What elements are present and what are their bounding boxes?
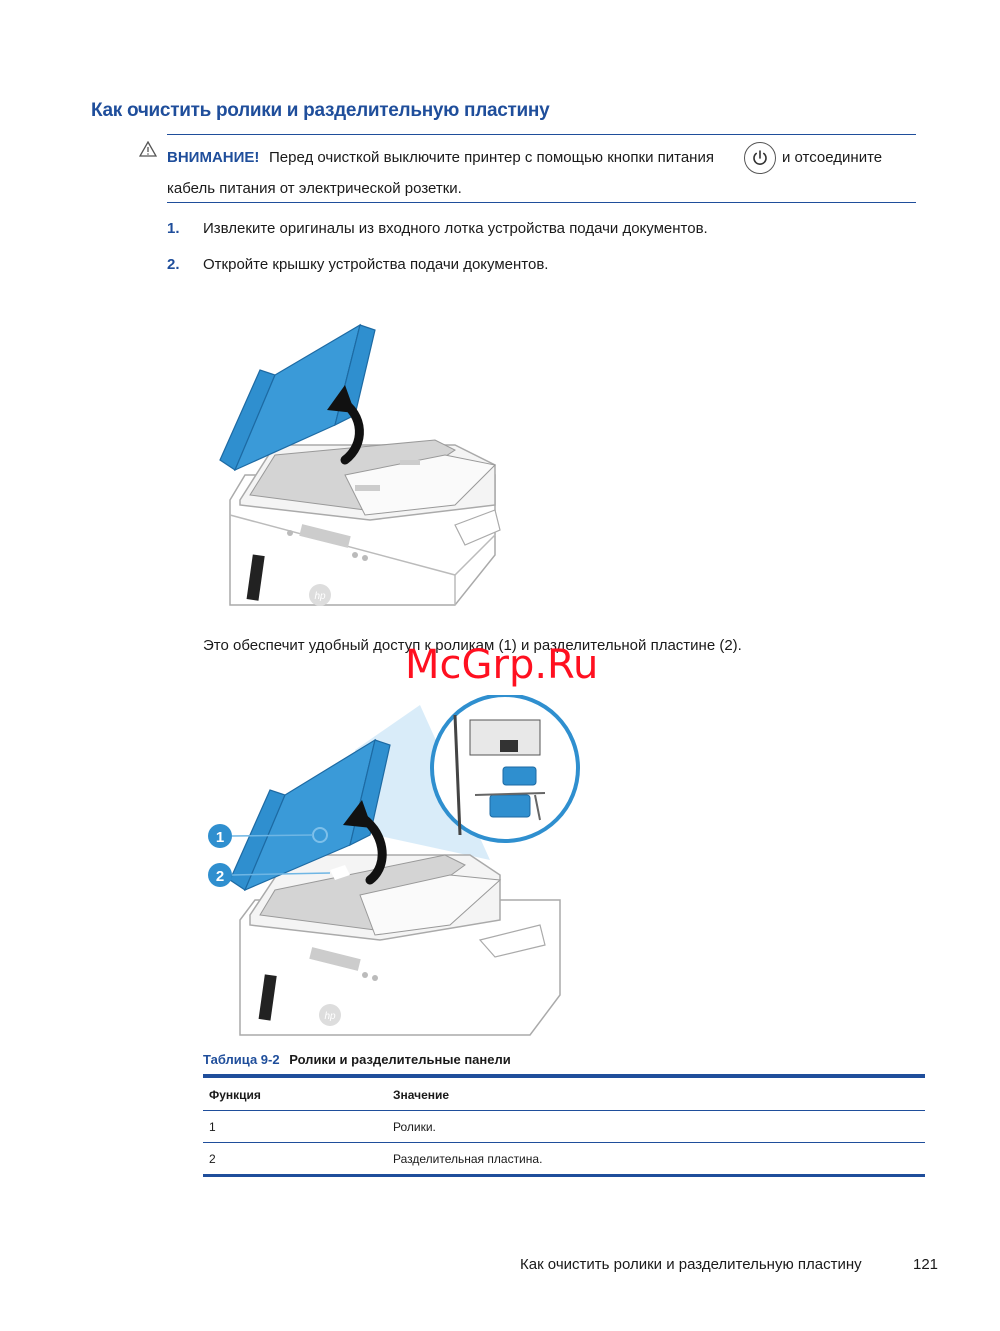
power-icon [744,142,776,174]
step-text: Извлеките оригиналы из входного лотка устройства подачи документов. [203,220,708,237]
step-text: Откройте крышку устройства подачи документов. [203,256,549,273]
callout-1: 1 [215,829,225,846]
step-number: 2. [167,256,180,273]
watermark: McGrp.Ru [405,642,599,688]
table-header-value: Значение [393,1088,450,1102]
table-caption [203,1052,511,1067]
hp-logo: hp [324,1011,336,1022]
warning-label: ВНИМАНИЕ! [167,149,260,166]
warning-icon [139,141,157,162]
table-row [203,1143,925,1175]
table-header-function: Функция [209,1088,261,1102]
table-row [203,1111,925,1143]
warning-text: Перед очисткой выключите принтер с помощью кнопки питания [269,149,714,166]
hp-logo: hp [314,591,326,602]
warning-text-line2: кабель питания от электрической розетки. [167,180,462,197]
step-number: 1. [167,220,180,237]
page-title: Как очистить ролики и разделительную пластину [91,100,550,121]
table-bottom-border [203,1174,925,1177]
table-caption-label: Таблица 9-2 [203,1052,280,1067]
footer-title: Как очистить ролики и разделительную пластину [520,1256,862,1273]
rollers-table [203,1074,925,1177]
table-caption-title: Ролики и разделительные панели [289,1052,511,1067]
table-cell: Ролики. [387,1111,925,1143]
table-cell: 1 [203,1111,387,1143]
warning-top-rule [167,134,916,135]
table-cell: Разделительная пластина. [387,1143,925,1175]
warning-bottom-rule [167,202,916,203]
figure-description: Это обеспечит удобный доступ к роликам (1) и разделительной пластине (2). [203,637,742,654]
warning-text-after: и отсоедините [782,149,883,166]
table-cell: 2 [203,1143,387,1175]
page-number: 121 [913,1256,939,1273]
callout-2: 2 [215,868,225,885]
printer-illustration-callouts [200,695,590,1050]
printer-illustration-open-cover [215,305,505,630]
